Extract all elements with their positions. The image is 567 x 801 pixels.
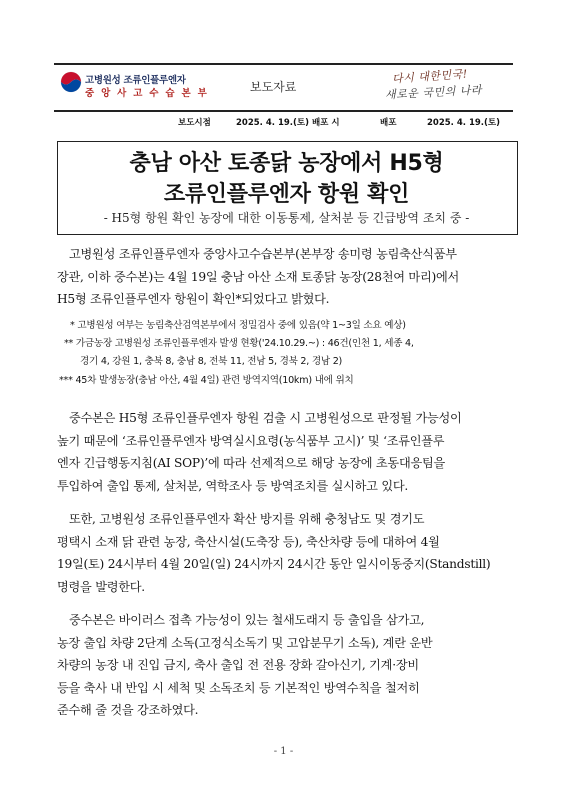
org-name-line1: 고병원성 조류인플루엔자: [85, 75, 186, 86]
release-time-label: 보도시점: [178, 118, 211, 128]
paragraph-line: 엔자 긴급행동지침(AI SOP)’에 따라 선제적으로 해당 농장에 초동대응팀을: [57, 456, 446, 470]
paragraph-line: 차량의 농장 내 진입 금지, 축사 출입 전 전용 장화 갈아신기, 기계·장비: [57, 658, 419, 672]
paragraph-line: 준수해 줄 것을 강조하였다.: [57, 703, 199, 717]
paragraph-line: 중수본은 H5형 조류인플루엔자 항원 검출 시 고병원성으로 판정될 가능성이: [69, 411, 462, 425]
paragraph-3: [57, 508, 517, 598]
slogan-line1: 다시 대한민국!: [391, 67, 469, 86]
distribution-value: 2025. 4. 19.(토): [427, 118, 500, 128]
paragraph-line: 높기 때문에 ‘조류인플루엔자 방역실시요령(농식품부 고시)’ 및 ‘조류인플루: [57, 433, 445, 448]
footnote-3: *** 45차 발생농장(충남 아산, 4월 4일) 관련 방역지역(10km) 내에 위치: [59, 375, 354, 386]
distribution-label: 배포: [380, 118, 397, 128]
headline-line2: 조류인플루엔자 항원 확인: [163, 182, 410, 207]
paragraph-line: 고병원성 조류인플루엔자 중앙사고수습본부(본부장 송미령 농림축산식품부: [69, 247, 457, 261]
release-time-value: 2025. 4. 19.(토) 배포 시: [236, 118, 340, 128]
paragraph-line: 또한, 고병원성 조류인플루엔자 확산 방지를 위해 충청남도 및 경기도: [69, 512, 425, 526]
paragraph-4: [57, 609, 517, 722]
slogan-line2: 새로운 국민의 나라: [384, 83, 483, 102]
paragraph-line: 장관, 이하 중수본)는 4월 19일 충남 아산 소재 토종닭 농장(28천여 마리)에서: [57, 269, 460, 284]
paragraph-2: [57, 407, 517, 497]
paragraph-line: 명령을 발령한다.: [57, 579, 145, 594]
page-number: - 1 -: [273, 746, 294, 757]
footnote-2-continued: 경기 4, 강원 1, 충북 8, 충남 8, 전북 11, 전남 5, 경북 2, 경남 2): [80, 356, 343, 367]
footnote-1: * 고병원성 여부는 농림축산검역본부에서 정밀검사 중에 있음(약 1~3일 소요 예상): [70, 320, 406, 331]
paragraph-line: 평택시 소재 닭 관련 농장, 축산시설(도축장 등), 축산차량 등에 대하여 4월: [57, 534, 440, 549]
paragraph-line: 19일(토) 24시부터 4월 20일(일) 24시까지 24시간 동안 일시이동중지(Standstill): [57, 557, 491, 571]
paragraph-1: [57, 243, 517, 311]
press-release-label: 보도자료: [250, 80, 297, 94]
paragraph-line: 농장 출입 차량 2단계 소독(고정식소독기 및 고압분무기 소독), 계란 운반: [57, 635, 433, 650]
headline-line1: 충남 아산 토종닭 농장에서 H5형: [129, 151, 444, 176]
government-emblem-icon: [60, 71, 82, 93]
paragraph-line: 투입하여 출입 통제, 살처분, 역학조사 등 방역조치를 실시하고 있다.: [57, 478, 408, 493]
subtitle: - H5형 항원 확인 농장에 대한 이동통제, 살처분 등 긴급방역 조치 중 -: [103, 211, 470, 225]
paragraph-line: 중수본은 바이러스 접촉 가능성이 있는 철새도래지 등 출입을 삼가고,: [69, 613, 425, 627]
org-name-line2: 중 앙 사 고 수 습 본 부: [85, 88, 209, 99]
footnote-2: ** 가금농장 고병원성 조류인플루엔자 발생 현황('24.10.29.~) : 46건(인천 1, 세종 4,: [64, 338, 414, 349]
paragraph-line: 등을 축사 내 반입 시 세척 및 소독조치 등 기본적인 방역수칙을 철저히: [57, 680, 420, 695]
paragraph-line: H5형 조류인플루엔자 항원이 확인*되었다고 밝혔다.: [57, 292, 330, 306]
